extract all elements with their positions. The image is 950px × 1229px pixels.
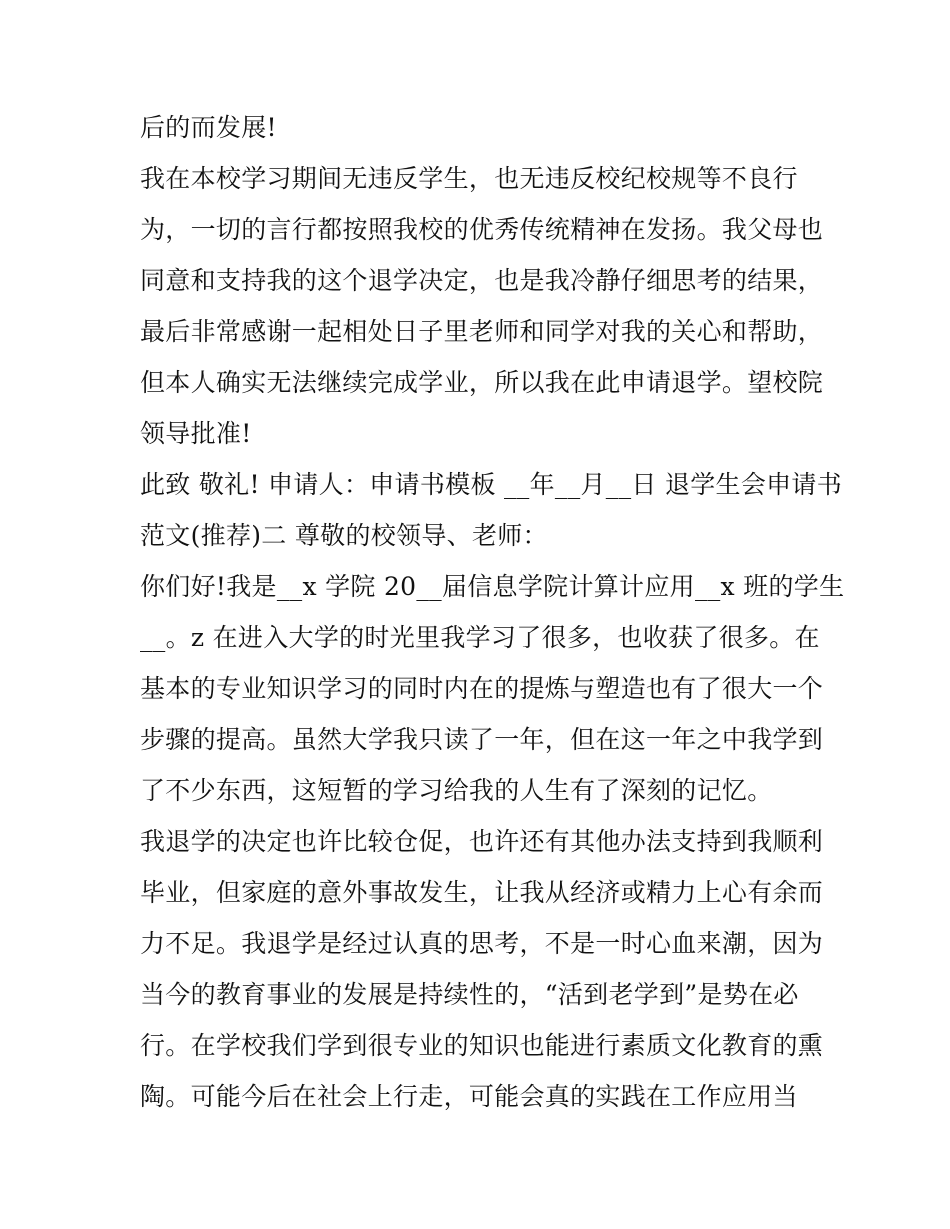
text-line: __。z 在进入大学的时光里我学习了很多，也收获了很多。在 xyxy=(140,623,820,652)
text-line: 我在本校学习期间无违反学生，也无违反校纪校规等不良行 xyxy=(140,164,798,193)
text-line: 陶。可能今后在社会上行走，可能会真的实践在工作应用当 xyxy=(140,1082,798,1111)
text-line: 为，一切的言行都按照我校的优秀传统精神在发扬。我父母也 xyxy=(140,215,824,244)
text-line: 最后非常感谢一起相处日子里老师和同学对我的关心和帮助， xyxy=(140,317,824,346)
text-line: 此致 敬礼! 申请人：申请书模板 __年__月__日 退学生会申请书 xyxy=(140,470,843,499)
text-line: 我退学的决定也许比较仓促，也许还有其他办法支持到我顺利 xyxy=(140,827,824,856)
text-line: 同意和支持我的这个退学决定，也是我冷静仔细思考的结果， xyxy=(140,266,824,295)
text-line: 当今的教育事业的发展是持续性的，“活到老学到”是势在必 xyxy=(140,980,799,1009)
text-line: 步骤的提高。虽然大学我只读了一年，但在这一年之中我学到 xyxy=(140,725,824,754)
text-line: 范文(推荐)二 尊敬的校领导、老师： xyxy=(140,521,548,550)
text-line: 后的而发展! xyxy=(140,113,277,142)
text-line: 基本的专业知识学习的同时内在的提炼与塑造也有了很大一个 xyxy=(140,674,824,703)
text-line: 毕业，但家庭的意外事故发生，让我从经济或精力上心有余而 xyxy=(140,878,824,907)
text-line: 但本人确实无法继续完成学业，所以我在此申请退学。望校院 xyxy=(140,368,824,397)
text-line: 行。在学校我们学到很专业的知识也能进行素质文化教育的熏 xyxy=(140,1031,824,1060)
text-line: 力不足。我退学是经过认真的思考，不是一时心血来潮，因为 xyxy=(140,929,824,958)
text-line: 了不少东西，这短暂的学习给我的人生有了深刻的记忆。 xyxy=(140,776,773,805)
text-line: 领导批准! xyxy=(140,419,252,448)
text-line: 你们好!我是__x 学院 20__届信息学院计算计应用__x 班的学生 xyxy=(140,572,845,601)
